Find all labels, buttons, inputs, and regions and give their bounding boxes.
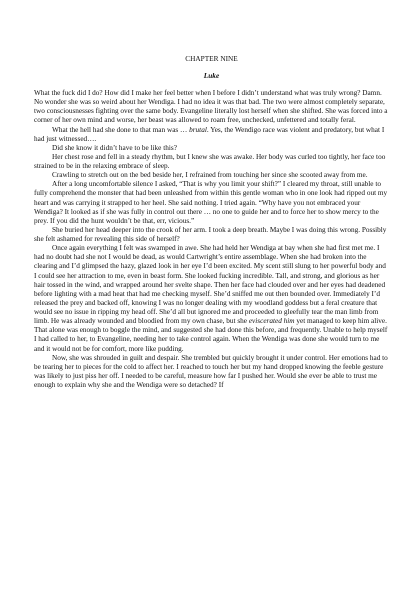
chapter-title: CHAPTER NINE [185, 54, 238, 63]
paragraph [34, 144, 389, 153]
paragraph-text: yet managed to keep him alive. That alone was enough to boggle the mind, and suggested she had done this before, and frequently. Unable to help myself I had called to her, to Evangeline, needing her to take control again. When the Wendiga was done she would turn to me and it would not be for comfort, more like pudding. [34, 317, 388, 353]
paragraph-text: Did she know it didn’t have to be like this? [52, 143, 177, 152]
page-text [34, 54, 389, 390]
paragraph [34, 153, 389, 171]
paragraph [34, 171, 389, 180]
italic-text: brutal [189, 125, 207, 134]
paragraph-text: Her chest rose and fell in a steady rhythm, but I knew she was awake. Her body was curled too tightly, her face too strained to be in the relaxing embrace of sleep. [34, 152, 386, 170]
paragraph-text: After a long uncomfortable silence I asked, “That is why you limit your shift?” I cleared my throat, still unable to fully comprehend the monster that had been unleashed from within this gentle woman who in one look had ripped out my heart and was carrying it strapped to her heel. She said nothing. I tried again. “Why have you not embraced your Wendiga? It looked as if she was fully in control out there … no one to guide her and to force her to show mercy to the prey. If you did the hunt wouldn’t be that, err, vicious.” [34, 180, 388, 225]
paragraph [34, 354, 389, 391]
paragraph [34, 180, 389, 226]
paragraph [34, 226, 389, 244]
chapter-body [34, 89, 389, 390]
paragraph-text: Once again everything I felt was swamped in awe. She had held her Wendiga at bay when she had first met me. I had no doubt had she not I would be dead, as would Cartwright’s entire assemblage. When she had broken into the clearing and I’d glimpsed the hazy, glazed look in her eye I’d been excited. My scent still slung to her powerful body and I could see her attraction to me, even in beast form. She looked fucking incredible. Tall, and strong, and glorious as her hair tossed in the wind, and wrapped around her svelte shape. Then her face had clouded over and her eyes had deadened before lighting with a mad heat that had me checking myself. She’d sniffed me out then bounded over. Immediately I’d released the prey and backed off, knowing I was no longer dealing with my woodland goddess but a feral creature that would see no issue in ripping my head off. She’d all but ignored me and proceeded to gleefully tear the man limb from limb. He was already wounded and bloodied from my own chase, but she [34, 244, 386, 326]
italic-text: eviscerated him [248, 317, 295, 326]
paragraph-text: What the fuck did I do? How did I make her feel better when I before I didn’t understand what was truly wrong? Damn. No wonder she was so weird about her Wendiga. I had no idea it was that bad. The two were almost completely separate, two consciousnesses fighting over the same body. Evangeline literally lost herself when she shifted. She was forced into a corner of her own mind and worse, her beast was allowed to roam free, unchecked, unfettered and totally feral. [34, 89, 388, 125]
paragraph [34, 89, 389, 126]
paragraph-text: Crawling to stretch out on the bed beside her, I refrained from touching her since she scooted away from me. [52, 171, 368, 180]
paragraph [34, 244, 389, 354]
paragraph-text: . Yes, the Wendigo race was violent and predatory, but what I had just witnessed…. [34, 125, 385, 143]
paragraph-text: What the hell had she done to that man was … [52, 125, 190, 134]
paragraph [34, 126, 389, 144]
paragraph-text: Now, she was shrouded in guilt and despair. She trembled but quickly brought it under control. Her emotions had to be tearing her to pieces for the cold to affect her. I reached to touch her but my hand dropped knowing the feeble gesture was likely to just piss her off. I needed to be careful, measure how far I pushed her. Would she ever be able to trust me enough to explain why she and the Wendiga were so detached? If [34, 353, 388, 389]
chapter-subtitle: Luke [203, 71, 220, 80]
paragraph-text: She buried her head deeper into the crook of her arm. I took a deep breath. Maybe I was doing this wrong. Possibly she felt ashamed for revealing this side of herself? [34, 225, 387, 243]
